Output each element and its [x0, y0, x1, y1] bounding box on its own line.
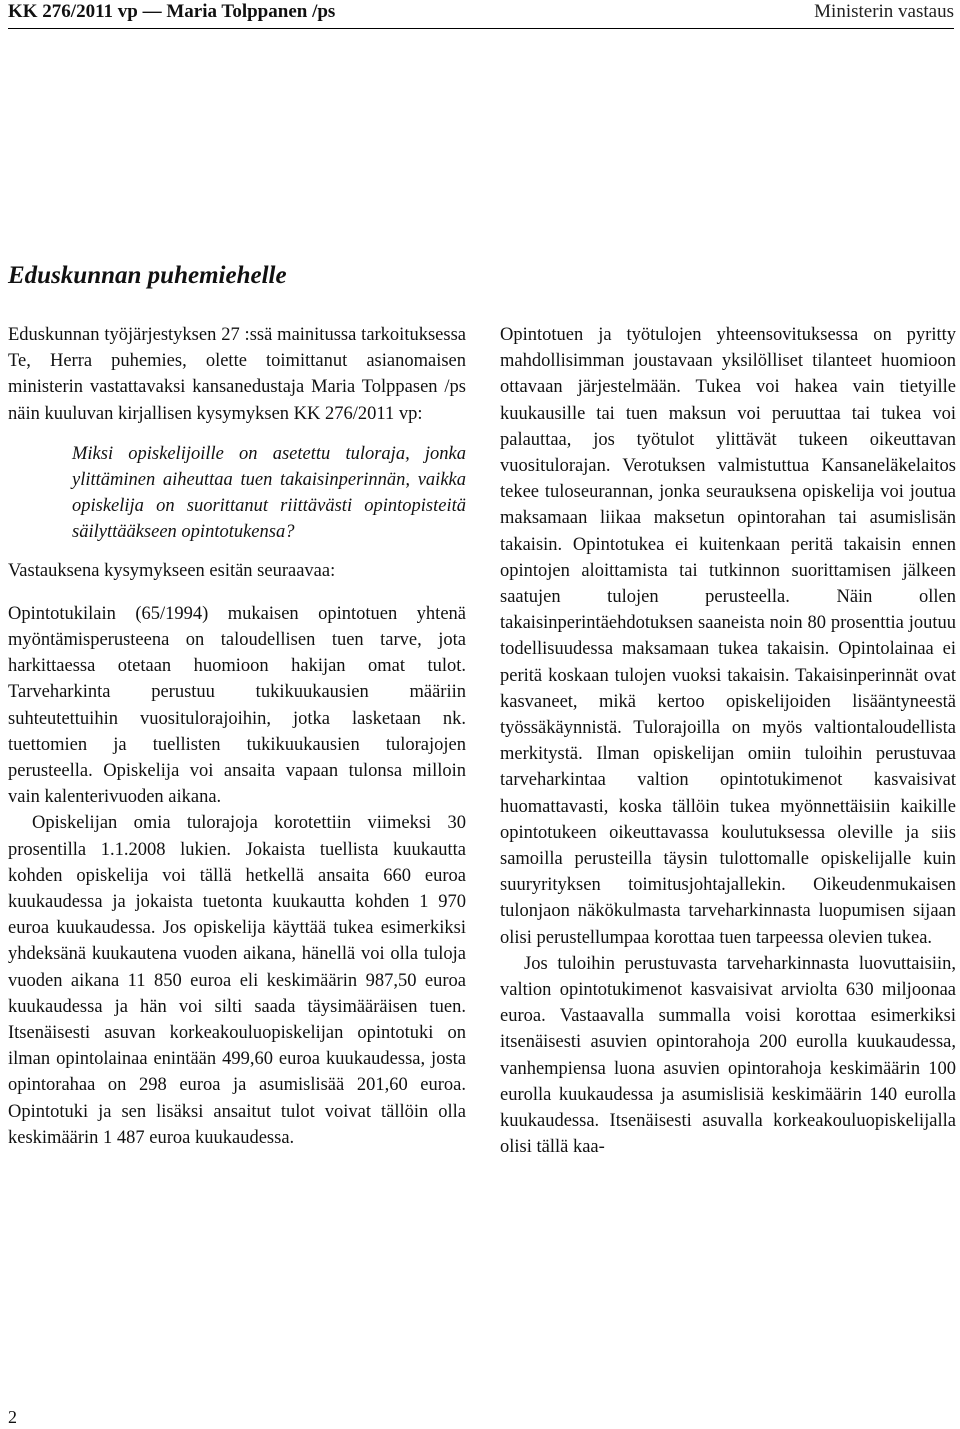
- answer-paragraph-3: Opintotuen ja työtulojen yhteensovituksessa on pyritty mahdollisimman joustavaan yksilölliset tilanteet huomioon ottavaan järjestelmään. Tukea voi hakea vain tietyille kuukausille tai tuen maksun voi peruuttaa tai tukea voi palauttaa, jos työtulot ylittävät tukeen oikeuttavan vuositulorajan. Verotuksen valmistuttua Kansaneläkelaitos tekee tuloseurannan, jonka seurauksena opiskelija voi joutua maksamaan liikaa maksetun opintorahan tai asumislisän takaisin. Opintotukea ei kuitenkaan peritä takaisin ennen opintojen aloittamista tai tutkinnon suorittamisen jälkeen saatujen tulojen perusteella. Näin ollen takaisinperintäehdotuksen saaneista noin 80 prosenttia joutuu todellisuudessa maksamaan tukea takaisin. Opintolainaa ei peritä koskaan tulojen vuoksi takaisin. Takaisinperinnät ovat kasvaneet, mikä kertoo opiskelijoiden lisääntyneestä työssäkäynnistä. Tulorajoilla on myös valtiontaloudellista merkitystä. Ilman opiskelijan omiin tuloihin perustuvaa tarveharkintaa valtion opintotukimenot kasvaisivat huomattavasti, koska tällöin tukea myönnettäisiin kaikille opintotukeen oikeuttavassa koulutuksessa oleville ja siis samoilla perusteilla täysin tulottomalle opiskelijalle kuin suuryrityksen toimitusjohtajallekin. Oikeudenmukaisen tulonjaon näkökulmasta tarveharkinnasta luopumisen sijaan olisi perustellumpaa korottaa tuen tarpeessa olevien tukea.: [500, 325, 956, 948]
- question-text: Miksi opiskelijoille on asetettu tuloraja, jonka ylittäminen aiheuttaa tuen takaisinperinnän, vaikka opiskelija on suorittanut riittävästi opintopisteitä säilyttääkseen opintotukensa?: [72, 443, 466, 543]
- header-rule: [8, 28, 954, 29]
- page-title: Eduskunnan puhemiehelle: [8, 262, 287, 289]
- header-section: Ministerin vastaus: [814, 1, 954, 22]
- header-document-id: KK 276/2011 vp — Maria Tolppanen /ps: [8, 1, 336, 22]
- page-header: [8, 0, 954, 30]
- page-number: 2: [8, 1407, 17, 1427]
- answer-paragraph-2: Opiskelijan omia tulorajoja korotettiin viimeksi 30 prosentilla 1.1.2008 lukien. Jokaista tuellista kuukautta kohden opiskelija voi tällä hetkellä ansaita 660 euroa kuukaudessa ja jokaista tuetonta kuukautta kohden 1 970 euroa kuukaudessa. Jos opiskelija käyttää tukea esimerkiksi yhdeksänä kuukautena vuoden aikana, hänellä voi olla tuloja vuoden aikana 11 850 euroa eli keskimäärin 987,50 euroa kuukaudessa ja hän voi silti saada täysimääräisen tuen. Itsenäisesti asuvan korkeakouluopiskelijan opintotuki on ilman opintolainaa enintään 499,60 euroa kuukaudessa, josta opintorahaa on 298 euroa ja asumislisää 201,60 euroa. Opintotuki ja sen lisäksi ansaitut tulot voivat tällöin olla keskimäärin 1 487 euroa kuukaudessa.: [8, 813, 466, 1148]
- right-column: [500, 322, 956, 1161]
- intro-paragraph: Eduskunnan työjärjestyksen 27 :ssä mainitussa tarkoituksessa Te, Herra puhemies, olette toimittanut asianomaisen ministerin vastattavaksi kansanedustaja Maria Tolppasen /ps näin kuuluvan kirjallisen kysymyksen KK 276/2011 vp:: [8, 325, 466, 424]
- spacer: [8, 584, 466, 601]
- answer-intro: Vastauksena kysymykseen esitän seuraavaa:: [8, 560, 336, 581]
- answer-paragraph-1: Opintotukilain (65/1994) mukaisen opintotuen yhtenä myöntämisperusteena on taloudellisen tuen tarve, jota harkittaessa otetaan huomioon hakijan omat tulot. Tarveharkinta perustuu tukikuukausien määriin suhteutettuihin vuositulorajoihin, jotka lasketaan nk. tuettomien ja tuellisten tukikuukausien tulorajojen perusteella. Opiskelija voi ansaita vapaan tulonsa milloin vain kalenterivuoden aikana.: [8, 603, 466, 808]
- answer-paragraph-4: Jos tuloihin perustuvasta tarveharkinnasta luovuttaisiin, valtion opintotukimenot kasvaisivat arviolta 630 miljoonaa euroa. Vastaavalla summalla voisi korottaa esimerkiksi itsenäisesti asuvien opintorahoja 200 eurolla kuukaudessa, vanhempiensa luona asuvien opintorahoja keskimäärin 100 eurolla kuukaudessa ja asumislisiä keskimäärin 140 eurolla kuukaudessa. Itsenäisesti asuvalla korkeakouluopiskelijalla olisi tällä kaa-: [500, 953, 956, 1158]
- left-column: [8, 322, 466, 1151]
